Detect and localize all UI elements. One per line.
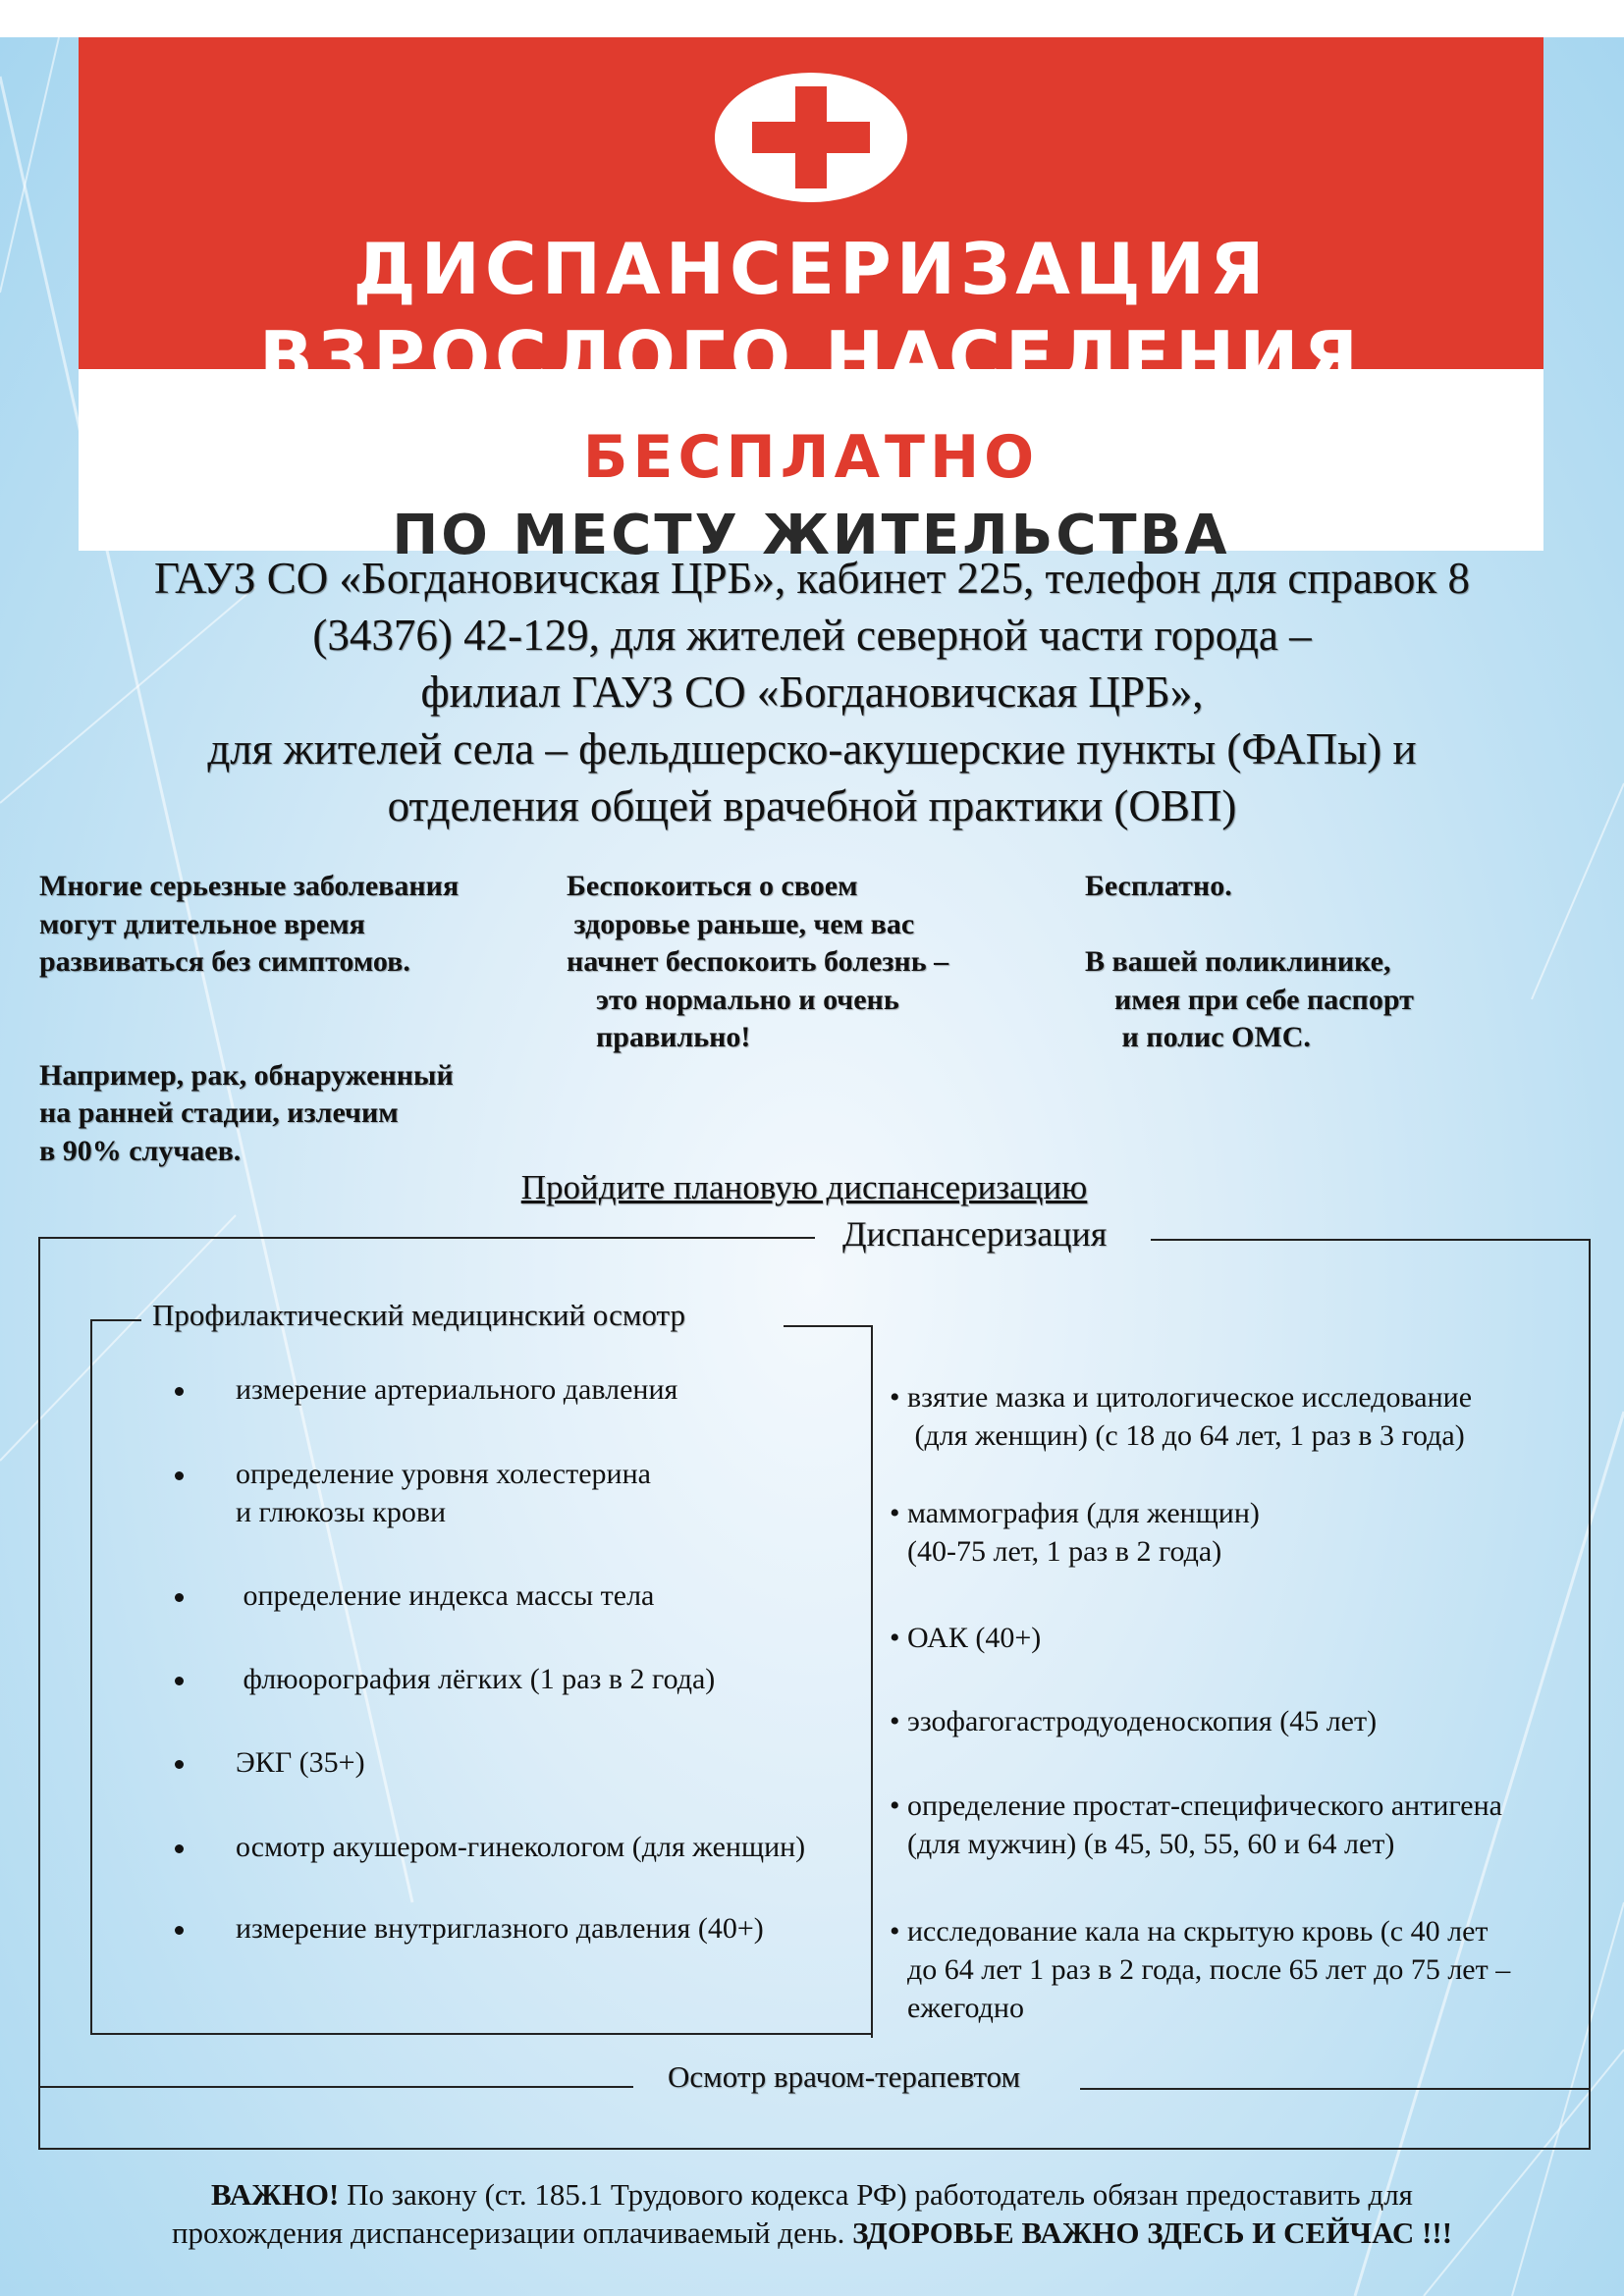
therapist-exam-label: Осмотр врачом-терапевтом bbox=[668, 2059, 1021, 2094]
address-line: для жителей села – фельдшерско-акушерские пункты (ФАПы) и bbox=[207, 724, 1417, 774]
info-line: Многие серьезные заболевания bbox=[39, 870, 460, 902]
info-line: это нормально и очень bbox=[567, 983, 899, 1016]
exam-item-text: флюорография лёгких (1 раз в 2 года) bbox=[236, 1663, 716, 1695]
info-line: развиваться без симптомов. bbox=[39, 945, 410, 978]
header-banner bbox=[79, 37, 1543, 567]
cta-text: Пройдите плановую диспансеризацию bbox=[520, 1168, 1088, 1206]
info-line: Бесплатно. bbox=[1085, 870, 1232, 902]
banner-title-line2: ВЗРОСЛОГО НАСЕЛЕНИЯ bbox=[259, 316, 1363, 399]
info-line: здоровье раньше, чем вас bbox=[567, 907, 915, 940]
dispensary-item-text-line2: (для женщин) (с 18 до 64 лет, 1 раз в 3 года) bbox=[907, 1419, 1465, 1452]
important-lead: ВАЖНО! bbox=[211, 2177, 340, 2212]
info-line bbox=[39, 982, 459, 1020]
frame-top-right-line bbox=[1151, 1239, 1591, 1241]
exam-box-bottom-line bbox=[90, 2033, 873, 2035]
info-line: на ранней стадии, излечим bbox=[39, 1096, 399, 1129]
important-line1 bbox=[0, 2175, 1624, 2214]
frame-middle-left-line bbox=[39, 2086, 633, 2088]
info-line: имея при себе паспорт bbox=[1085, 983, 1414, 1016]
bullet-icon bbox=[175, 1760, 184, 1769]
dispensary-item-text: • ОАК (40+) bbox=[890, 1622, 1042, 1654]
exam-box-title: Профилактический медицинский осмотр bbox=[152, 1298, 685, 1332]
info-line: Например, рак, обнаруженный bbox=[39, 1058, 454, 1092]
dispensary-item bbox=[890, 1619, 1041, 1657]
info-line: и полис ОМС. bbox=[1085, 1021, 1311, 1053]
address-line: ГАУЗ СО «Богдановичская ЦРБ», кабинет 225, телефон для справок 8 bbox=[154, 554, 1470, 603]
important-note bbox=[0, 2175, 1624, 2252]
address-line: (34376) 42-129, для жителей северной части города – bbox=[312, 611, 1312, 660]
info-line: Беспокоиться о своем bbox=[567, 870, 858, 902]
dispensary-item bbox=[890, 1912, 1510, 2027]
frame-top-left-line bbox=[39, 1237, 815, 1239]
info-line: могут длительное время bbox=[39, 907, 365, 940]
dispensary-item-text: • исследование кала на скрытую кровь (с 40 лет bbox=[890, 1915, 1489, 1948]
bullet-icon bbox=[175, 1926, 184, 1935]
exam-item-text: определение уровня холестерина bbox=[236, 1458, 651, 1490]
exam-box-top-right-line bbox=[784, 1325, 872, 1327]
cross-horizontal-bar bbox=[752, 122, 870, 153]
bullet-icon bbox=[175, 1593, 184, 1602]
dispensary-item-text: • определение простат-специфического антигена bbox=[890, 1789, 1502, 1822]
banner-free-label: БЕСПЛАТНО bbox=[582, 423, 1040, 492]
dispensary-item bbox=[890, 1378, 1472, 1455]
exam-item-text-line2: и глюкозы крови bbox=[236, 1496, 447, 1528]
bullet-icon bbox=[175, 1387, 184, 1396]
frame-right-line bbox=[1589, 1239, 1591, 2150]
address-line: отделения общей врачебной практики (ОВП) bbox=[387, 781, 1237, 830]
info-column-worry bbox=[567, 868, 948, 1057]
frame-left-line bbox=[38, 1237, 40, 2150]
frame-middle-right-line bbox=[1080, 2088, 1591, 2090]
dispensary-item bbox=[890, 1702, 1377, 1740]
info-column-symptoms bbox=[39, 868, 459, 1170]
dispensary-item-text-line2: (для мужчин) (в 45, 50, 55, 60 и 64 лет) bbox=[907, 1828, 1395, 1860]
dispensary-item bbox=[890, 1787, 1502, 1863]
info-line: правильно! bbox=[567, 1021, 751, 1053]
dispensary-item-text: • эзофагогастродуоденоскопия (45 лет) bbox=[890, 1705, 1378, 1737]
dispensary-item-text: • маммография (для женщин) bbox=[890, 1497, 1260, 1529]
exam-box-right-line bbox=[871, 1325, 873, 2038]
info-line bbox=[39, 1019, 459, 1057]
bullet-icon bbox=[175, 1471, 184, 1480]
red-cross-icon bbox=[715, 73, 907, 202]
bullet-icon bbox=[175, 1677, 184, 1685]
exam-item-text: определение индекса массы тела bbox=[236, 1579, 655, 1612]
call-to-action-heading bbox=[0, 1168, 1624, 1207]
important-tail: ЗДОРОВЬЕ ВАЖНО ЗДЕСЬ И СЕЙЧАС !!! bbox=[852, 2216, 1453, 2250]
exam-box-left-line bbox=[90, 1319, 92, 2034]
info-column-free bbox=[1085, 868, 1414, 1057]
important-text2: прохождения диспансеризации оплачиваемый день. bbox=[171, 2216, 853, 2250]
info-line: начнет беспокоить болезнь – bbox=[567, 945, 949, 978]
exam-item-text: осмотр акушером-гинекологом (для женщин) bbox=[236, 1831, 806, 1863]
info-line bbox=[1085, 906, 1414, 944]
exam-item-text: измерение внутриглазного давления (40+) bbox=[236, 1912, 764, 1945]
dispensary-item-text-line2: (40-75 лет, 1 раз в 2 года) bbox=[907, 1535, 1222, 1568]
dispensary-item-text-line2: до 64 лет 1 раз в 2 года, после 65 лет до 75 лет – bbox=[907, 1953, 1511, 1986]
banner-title-line1: ДИСПАНСЕРИЗАЦИЯ bbox=[352, 228, 1270, 310]
banner-place-label: ПО МЕСТУ ЖИТЕЛЬСТВА bbox=[392, 504, 1230, 567]
dispensary-item-text: • взятие мазка и цитологическое исследование bbox=[890, 1381, 1473, 1414]
info-line: в 90% случаев. bbox=[39, 1134, 242, 1167]
banner-red-band bbox=[79, 37, 1543, 399]
dispensary-item-text-line3: ежегодно bbox=[907, 1992, 1024, 2024]
exam-box-top-left-line bbox=[90, 1319, 141, 1321]
exam-item-text: измерение артериального давления bbox=[236, 1373, 678, 1406]
exam-item-text: ЭКГ (35+) bbox=[236, 1746, 365, 1779]
frame-title: Диспансеризация bbox=[842, 1214, 1108, 1254]
important-line2 bbox=[0, 2214, 1624, 2252]
dispensary-item bbox=[890, 1494, 1260, 1571]
important-text1: По закону (ст. 185.1 Трудового кодекса РФ) работодатель обязан предоставить для bbox=[339, 2177, 1413, 2212]
frame-bottom-line bbox=[39, 2148, 1591, 2150]
address-block bbox=[39, 550, 1585, 834]
address-line: филиал ГАУЗ СО «Богдановичская ЦРБ», bbox=[420, 667, 1204, 717]
info-line: В вашей поликлинике, bbox=[1085, 945, 1391, 978]
bullet-icon bbox=[175, 1844, 184, 1853]
